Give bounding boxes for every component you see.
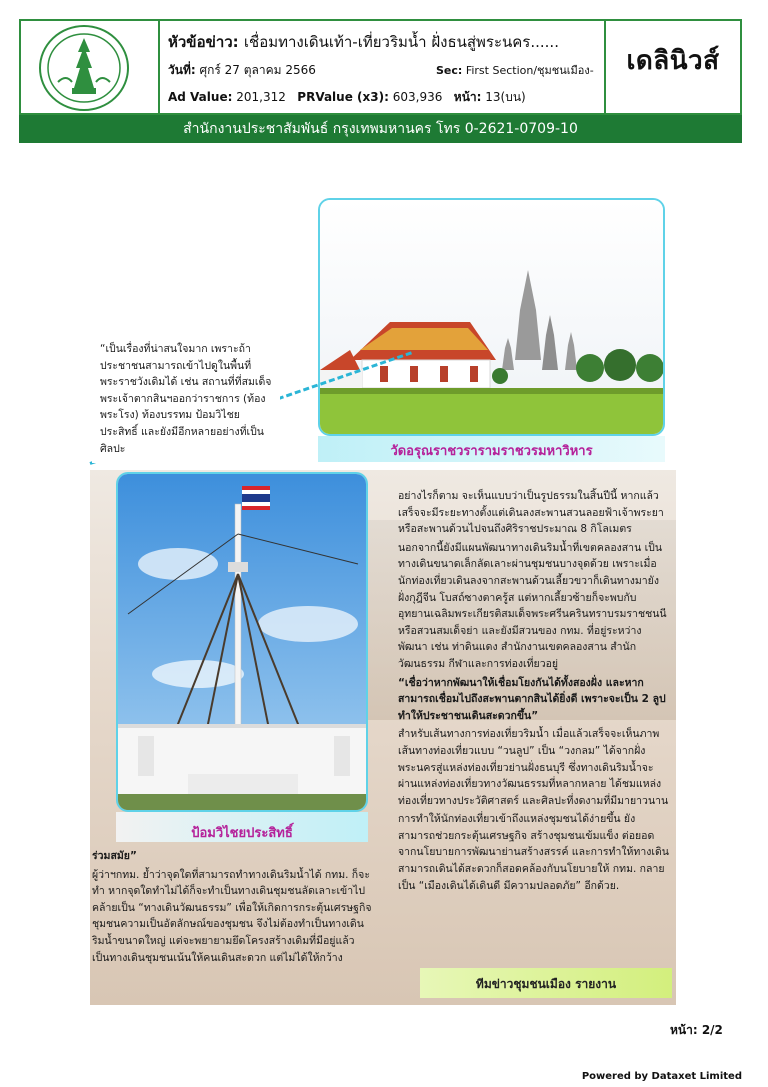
signoff: ทีมข่าวชุมชนเมือง รายงาน (475, 977, 617, 991)
header-divider (158, 19, 160, 115)
temple-photo (318, 198, 665, 436)
value-line: Ad Value: 201,312 PRValue (x3): 603,936 หน้า: 13(บน) (168, 90, 526, 104)
article-left-column (92, 848, 374, 968)
section-line: Sec: First Section/ชุมชนเมือง- (436, 64, 594, 77)
headline: หัวข้อข่าว: เชื่อมทางเดินเท้า-เที่ยวริมน้ำ ฝั่งธนสู่พระนคร...... (168, 33, 559, 51)
paragraph: นอกจากนี้ยังมีแผนพัฒนาทางเดินริมน้ำที่เขตคลองสาน เป็นทางเดินขนาดเล็กลัดเลาะผ่านชุมชนบางจุดด้วย เพราะเมื่อนักท่องเที่ยวเดินลงจากสะพานด้วนเลี้ยวขวาก็เดินทางมายังฝั่งกุฎีจีน โบสถ์ซางตาครู้ส แต่หากเลี้ยวซ้ายก็จะพบกับ อุทยานเฉลิมพระเกียรติสมเด็จพระศรีนครินทราบรมราชชนนี หรือสวนสมเด็จย่า และยังมีสวนของ กทม. ที่อยู่ระหว่างพัฒนา เช่น ท่าดินแดง สำนักงานเขตคลองสาน สำนักวัฒนธรรม กีฬาและการท่องเที่ยวอยู่ (398, 541, 667, 670)
bma-seal-logo (36, 22, 132, 114)
article-right-column (398, 488, 670, 896)
paragraph: ผู้ว่าฯกทม. ย้ำว่าจุดใดที่สามารถทำทางเดินริมน้ำได้ กทม. ก็จะทำ หากจุดใดทำไม่ได้ก็จะทำเป็นทางเดินชุมชนลัดเลาะเข้าไป คล้ายเป็น “ทางเดินวัฒนธรรม” เพื่อให้เกิดการกระตุ้นเศรษฐกิจชุมชนความเป็นอัตลักษณ์ของชุมชน จึงไม่ต้องทำเป็นทางเดินริมน้ำขนาดใหญ่ แต่จะพยายามยึดโครงสร้างเดิมที่มีอยู่แล้ว เป็นทางเดินชุมชนเน้นให้คนเดินสะดวก แต่ไม่ได้ให้กว้าง (92, 868, 372, 964)
paragraph: อย่างไรก็ตาม จะเห็นแบบว่าเป็นรูปธรรมในสิ้นปีนี้ หากแล้วเสร็จจะมีระยะทางตั้งแต่เดินลงสะพานสวนลอยฟ้าเจ้าพระยา หรือสะพานด้วนไปจนถึงศิริราชประมาณ 8 กิโลเมตร (398, 490, 664, 536)
page-number: หน้า: 2/2 (670, 1023, 723, 1037)
quote-block: “เป็นเรื่องที่น่าสนใจมาก เพราะถ้าประชาชนสามารถเข้าไปดูในพื้นที่พระราชวังเดิมได้ เช่น สถานที่ที่สมเด็จพระเจ้าตากสินฯออกว่าราชการ (ท้องพระโรง) ท้องบรรทม ป้อมวิไชยประสิทธิ์ และยังมีอีกหลายอย่างที่เป็นศิลปะ (92, 337, 280, 463)
paragraph: “เชื่อว่าหากพัฒนาให้เชื่อมโยงกันได้ทั้งสองฝั่ง และหากสามารถเชื่อมไปถึงสะพานตากสินได้ยิ่งดี เพราะจะเป็น 2 ลูป ทำให้ประชาชนเดินสะดวกขึ้น” (398, 676, 666, 722)
temple-caption: วัดอรุณราชวรารามราชวรมหาวิหาร (390, 444, 593, 459)
contact-banner: สำนักงานประชาสัมพันธ์ กรุงเทพมหานคร โทร 0-2621-0709-10 (19, 115, 742, 143)
powered-by: Powered by Dataxet Limited (581, 1071, 742, 1082)
date-line: วันที่: ศุกร์ 27 ตุลาคม 2566 (168, 63, 316, 77)
fort-caption: ป้อมวิไชยประสิทธิ์ (191, 826, 293, 841)
fort-photo (116, 472, 368, 812)
paragraph: ร่วมสมัย” (92, 850, 137, 862)
paragraph: การทำให้นักท่องเที่ยวเข้าถึงแหล่งชุมชนได้ง่ายขึ้น ยังสามารถช่วยกระตุ้นเศรษฐกิจ สร้างชุมชนเข้มแข็ง ต่อยอดจากนโยบายการพัฒนาย่านสร้างสรรค์ และการทำให้ทางเดินสามารถเดินได้สะดวกก็สอดคล้องกับนโยบายให้ กทม. กลายเป็น “เมืองเดินได้เดินดี มีความปลอดภัย” อีกด้วย. (398, 813, 669, 892)
publication-name: เดลินิวส์ (626, 46, 720, 76)
paragraph: สำหรับเส้นทางการท่องเที่ยวริมน้ำ เมื่อแล้วเสร็จจะเห็นภาพเส้นทางท่องเที่ยวแบบ “วนลูป” เป็น “วงกลม” ได้จากฝั่งพระนครสู่แหล่งท่องเที่ยวย่านฝั่งธนบุรี ซึ่งทางเดินริมน้ำจะผ่านแหล่งท่องเที่ยวทางวัฒนธรรมที่หลากหลาย ได้ชมแหล่งท่องเที่ยวทางประวัติศาสตร์ และศิลปะที่งดงามที่มีมายาวนาน (398, 728, 669, 807)
